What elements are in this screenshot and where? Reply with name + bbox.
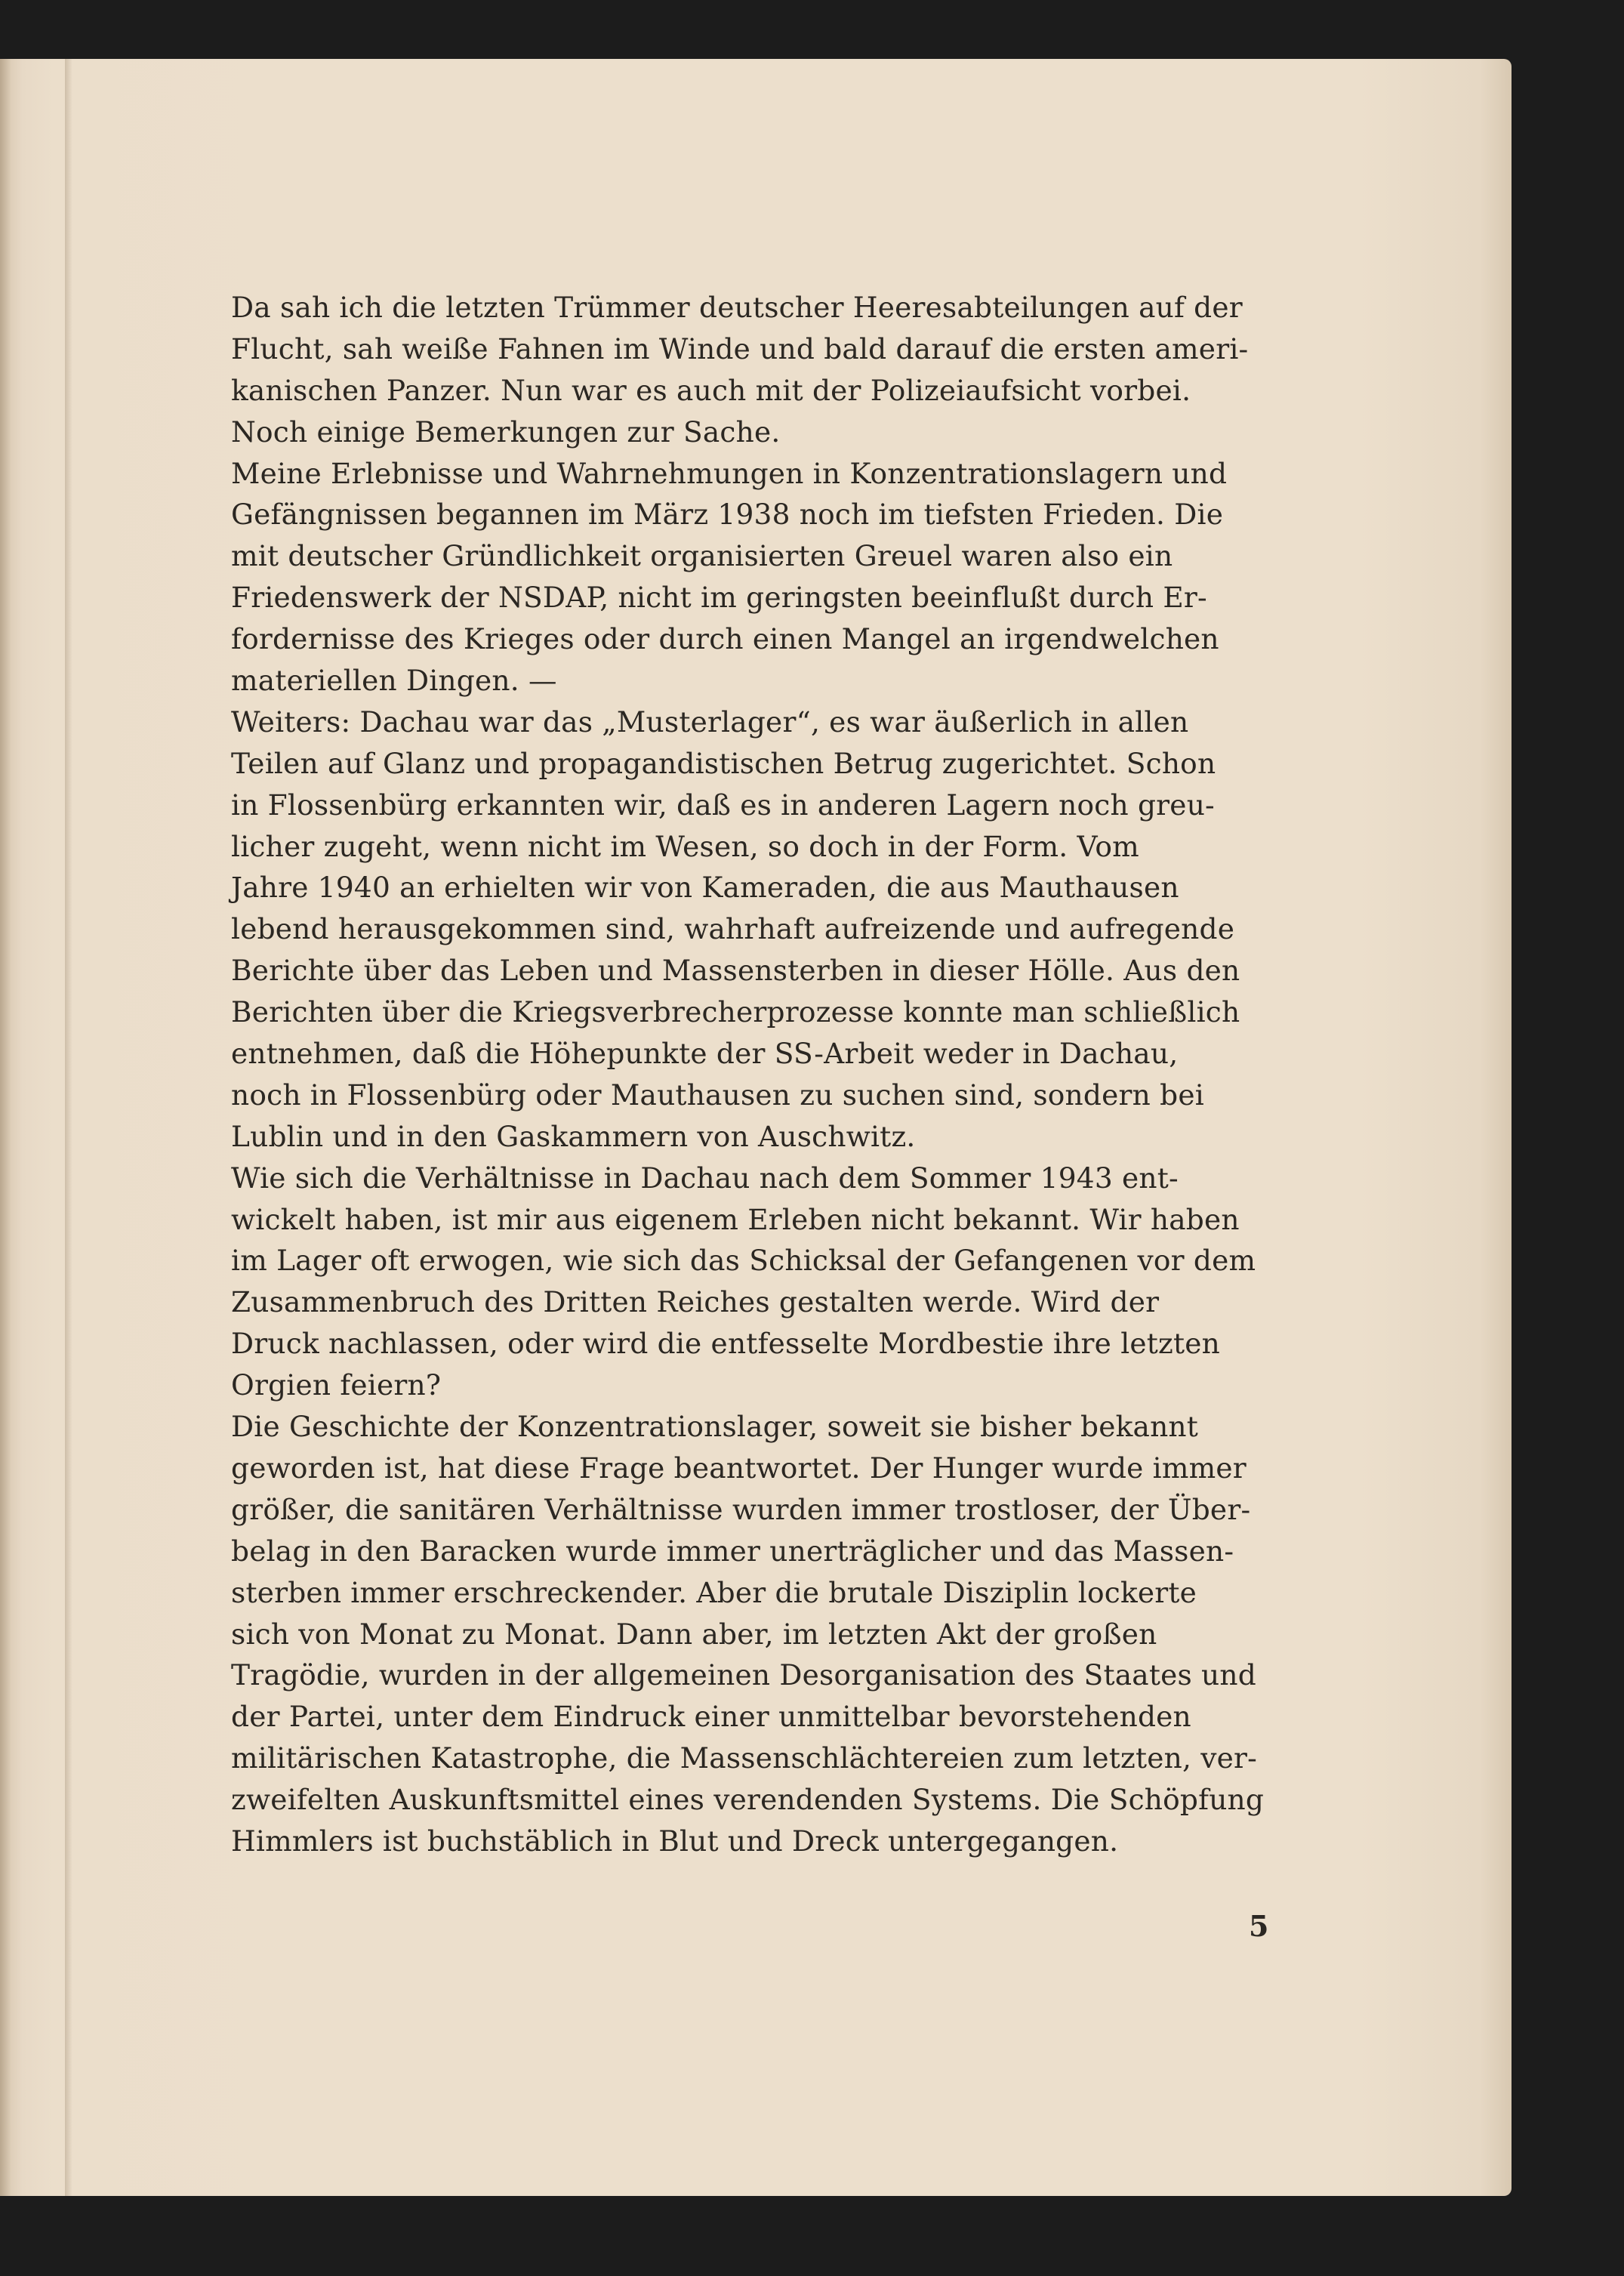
- text-line: noch in Flossenbürg oder Mauthausen zu suchen sind, sondern bei: [231, 1078, 1204, 1112]
- text-line: Tragödie, wurden in der allgemeinen Desorganisation des Staates und: [231, 1658, 1256, 1692]
- text-line: im Lager oft erwogen, wie sich das Schicksal der Gefangenen vor dem: [231, 1244, 1256, 1278]
- text-line: Meine Erlebnisse und Wahrnehmungen in Konzentrationslagern und: [231, 456, 1228, 490]
- text-line: sterben immer erschreckender. Aber die brutale Disziplin lockerte: [231, 1575, 1197, 1609]
- text-line: Lublin und in den Gaskammern von Auschwitz.: [231, 1119, 916, 1153]
- text-line: fordernisse des Krieges oder durch einen Mangel an irgendwelchen: [231, 622, 1219, 656]
- text-line: der Partei, unter dem Eindruck einer unmittelbar bevorstehenden: [231, 1700, 1191, 1734]
- text-line: sich von Monat zu Monat. Dann aber, im letzten Akt der großen: [231, 1617, 1157, 1651]
- text-line: Berichte über das Leben und Massensterben in dieser Hölle. Aus den: [231, 954, 1240, 988]
- text-line: Druck nachlassen, oder wird die entfesselte Mordbestie ihre letzten: [231, 1327, 1221, 1361]
- text-line: Gefängnissen begannen im März 1938 noch im tiefsten Frieden. Die: [231, 498, 1224, 532]
- text-line: Noch einige Bemerkungen zur Sache.: [231, 415, 781, 449]
- text-line: mit deutscher Gründlichkeit organisierten Greuel waren also ein: [231, 539, 1173, 573]
- text-line: Jahre 1940 an erhielten wir von Kameraden, die aus Mauthausen: [231, 871, 1179, 905]
- text-line: Flucht, sah weiße Fahnen im Winde und bald darauf die ersten ameri-: [231, 332, 1249, 365]
- text-line: militärischen Katastrophe, die Massenschlächtereien zum letzten, ver-: [231, 1741, 1258, 1775]
- text-line: in Flossenbürg erkannten wir, daß es in anderen Lagern noch greu-: [231, 788, 1215, 822]
- text-line: Da sah ich die letzten Trümmer deutscher Heeresabteilungen auf der: [231, 291, 1243, 324]
- spine-shadow: [65, 59, 72, 2196]
- text-line: geworden ist, hat diese Frage beantwortet. Der Hunger wurde immer: [231, 1451, 1247, 1485]
- text-line: Friedenswerk der NSDAP, nicht im geringsten beeinflußt durch Er-: [231, 581, 1207, 615]
- text-line: kanischen Panzer. Nun war es auch mit der Polizeiaufsicht vorbei.: [231, 373, 1191, 407]
- text-line: Weiters: Dachau war das „Musterlager“, es war äußerlich in allen: [231, 705, 1189, 739]
- text-line: Himmlers ist buchstäblich in Blut und Dreck untergegangen.: [231, 1824, 1119, 1858]
- text-line: größer, die sanitären Verhältnisse wurden immer trostloser, der Über-: [231, 1492, 1251, 1526]
- text-line: Die Geschichte der Konzentrationslager, soweit sie bisher bekannt: [231, 1410, 1199, 1444]
- text-line: wickelt haben, ist mir aus eigenem Erleben nicht bekannt. Wir haben: [231, 1202, 1240, 1236]
- text-line: Berichten über die Kriegsverbrecherprozesse konnte man schließlich: [231, 995, 1240, 1029]
- text-line: licher zugeht, wenn nicht im Wesen, so doch in der Form. Vom: [231, 829, 1139, 863]
- text-line: entnehmen, daß die Höhepunkte der SS-Arbeit weder in Dachau,: [231, 1037, 1179, 1071]
- text-line: Zusammenbruch des Dritten Reiches gestalten werde. Wird der: [231, 1285, 1160, 1319]
- text-line: zweifelten Auskunftsmittel eines verendenden Systems. Die Schöpfung: [231, 1783, 1265, 1817]
- text-line: Teilen auf Glanz und propagandistischen Betrug zugerichtet. Schon: [231, 746, 1216, 780]
- page-edge: [0, 59, 11, 2196]
- text-line: Wie sich die Verhältnisse in Dachau nach dem Sommer 1943 ent-: [231, 1161, 1179, 1195]
- page-number: 5: [1249, 1909, 1269, 1943]
- text-line: materiellen Dingen. —: [231, 664, 557, 698]
- text-line: lebend herausgekommen sind, wahrhaft aufreizende und aufregende: [231, 912, 1235, 946]
- text-line: Orgien feiern?: [231, 1368, 442, 1402]
- text-line: belag in den Baracken wurde immer unerträglicher und das Massen-: [231, 1534, 1234, 1568]
- body-text: [231, 287, 1267, 1862]
